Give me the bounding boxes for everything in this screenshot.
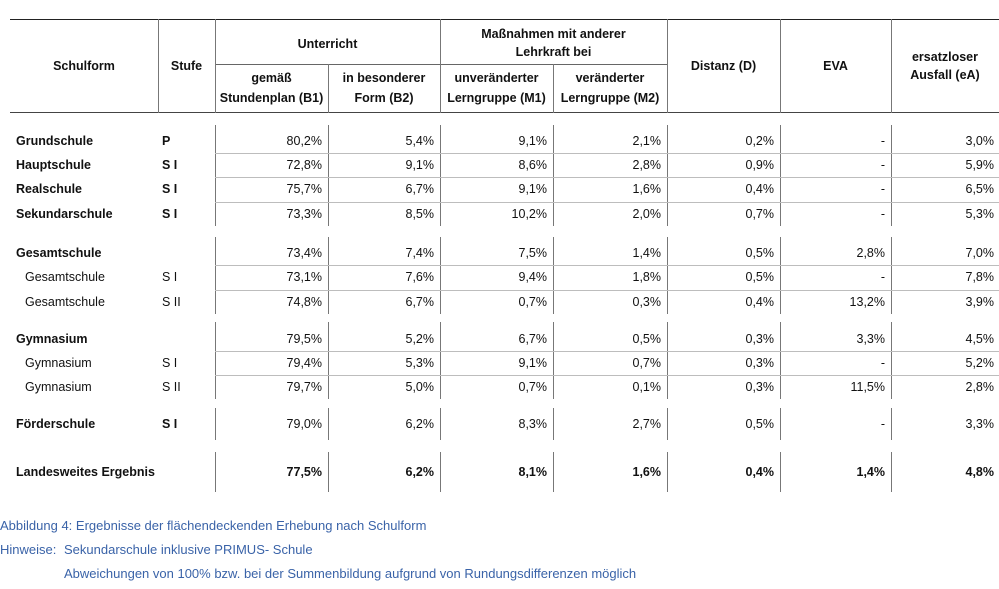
row-value: 4,5% <box>965 332 994 346</box>
row-stufe: S I <box>162 270 178 284</box>
header-m1-line2: Lerngruppe (M1) <box>447 91 546 105</box>
row-value: 1,8% <box>632 270 661 284</box>
header-eva: EVA <box>823 59 848 73</box>
row-value: 3,3% <box>856 332 885 346</box>
row-divider <box>215 265 999 266</box>
row-schulform: Gymnasium <box>16 332 88 346</box>
row-value: 5,0% <box>405 380 434 394</box>
row-value: 0,5% <box>632 332 661 346</box>
row-value: 79,0% <box>286 417 322 431</box>
row-value: - <box>880 158 885 172</box>
row-stufe: P <box>162 134 171 148</box>
row-value: 0,4% <box>745 465 774 479</box>
row-value: 0,5% <box>745 270 774 284</box>
row-value: 7,5% <box>518 246 547 260</box>
header-m1-line1: unveränderter <box>454 71 539 85</box>
row-schulform: Landesweites Ergebnis <box>16 465 155 479</box>
row-value: 2,1% <box>632 134 661 148</box>
row-value: 0,7% <box>745 207 774 221</box>
row-value: 72,8% <box>286 158 322 172</box>
row-value: 7,6% <box>405 270 434 284</box>
row-value: 0,9% <box>745 158 774 172</box>
row-schulform: Realschule <box>16 182 83 196</box>
header-b1-line2: Stundenplan (B1) <box>219 91 324 105</box>
row-stufe: S I <box>162 207 178 221</box>
row-schulform: Gesamtschule <box>16 246 102 260</box>
header-b1-line1: gemäß <box>251 71 292 85</box>
row-value: 6,2% <box>405 417 434 431</box>
row-value: 1,4% <box>632 246 661 260</box>
row-value: 1,6% <box>632 465 661 479</box>
row-value: 3,9% <box>965 295 994 309</box>
header-ea-line2: Ausfall (eA) <box>910 68 980 82</box>
row-value: 74,8% <box>286 295 322 309</box>
row-schulform: Förderschule <box>16 417 96 431</box>
row-value: 5,3% <box>965 207 994 221</box>
row-value: - <box>880 182 885 196</box>
row-schulform: Gymnasium <box>25 356 92 370</box>
row-schulform: Gesamtschule <box>25 295 105 309</box>
header-ea-line1: ersatzloser <box>911 50 978 64</box>
row-value: 2,8% <box>965 380 994 394</box>
row-value: 79,4% <box>286 356 322 370</box>
row-value: 0,5% <box>745 417 774 431</box>
row-value: 0,4% <box>745 295 774 309</box>
row-value: 0,7% <box>518 295 547 309</box>
row-value: - <box>880 207 885 221</box>
hint-label: Hinweise: <box>0 542 57 557</box>
row-value: 6,2% <box>405 465 434 479</box>
row-value: 8,6% <box>518 158 547 172</box>
row-schulform: Gesamtschule <box>25 270 105 284</box>
row-stufe: S I <box>162 182 178 196</box>
row-value: 75,7% <box>286 182 322 196</box>
row-value: 5,3% <box>405 356 434 370</box>
row-value: 0,4% <box>745 182 774 196</box>
row-value: 0,7% <box>632 356 661 370</box>
row-value: 3,0% <box>965 134 994 148</box>
row-divider <box>215 202 999 203</box>
row-value: 8,5% <box>405 207 434 221</box>
figure-caption: Abbildung 4: Ergebnisse der flächendeckenden Erhebung nach Schulform <box>0 518 427 533</box>
row-value: 73,1% <box>286 270 322 284</box>
row-value: 5,4% <box>405 134 434 148</box>
row-value: 8,3% <box>518 417 547 431</box>
row-value: 3,3% <box>965 417 994 431</box>
row-value: - <box>880 356 885 370</box>
row-value: 9,4% <box>518 270 547 284</box>
header-massnahmen-line1: Maßnahmen mit anderer <box>481 27 626 41</box>
row-schulform: Hauptschule <box>16 158 92 172</box>
row-value: - <box>880 134 885 148</box>
row-stufe: S II <box>162 380 181 394</box>
row-value: 10,2% <box>511 207 547 221</box>
row-value: 4,8% <box>965 465 994 479</box>
row-stufe: S I <box>162 417 178 431</box>
header-schulform: Schulform <box>53 59 115 73</box>
row-value: 73,3% <box>286 207 322 221</box>
row-schulform: Gymnasium <box>25 380 92 394</box>
row-value: 0,3% <box>745 332 774 346</box>
row-value: 9,1% <box>518 134 547 148</box>
row-value: 0,5% <box>745 246 774 260</box>
row-value: 6,7% <box>518 332 547 346</box>
row-value: 6,7% <box>405 182 434 196</box>
row-value: 5,2% <box>965 356 994 370</box>
header-m2-line2: Lerngruppe (M2) <box>560 91 660 105</box>
header-unterricht: Unterricht <box>297 37 358 51</box>
row-value: 0,3% <box>745 356 774 370</box>
header-m2-line1: veränderter <box>575 71 645 85</box>
row-divider <box>215 290 999 291</box>
row-value: 1,4% <box>856 465 885 479</box>
row-stufe: S I <box>162 356 178 370</box>
row-value: 2,0% <box>632 207 661 221</box>
header-stufe: Stufe <box>170 59 203 73</box>
row-value: - <box>880 270 885 284</box>
row-value: 5,9% <box>965 158 994 172</box>
row-value: 7,8% <box>965 270 994 284</box>
row-value: 7,4% <box>405 246 434 260</box>
row-value: 6,5% <box>965 182 994 196</box>
row-stufe: S II <box>162 295 181 309</box>
row-value: 8,1% <box>518 465 547 479</box>
row-value: 0,3% <box>745 380 774 394</box>
row-value: 5,2% <box>405 332 434 346</box>
row-value: 2,7% <box>632 417 661 431</box>
hint-1: Sekundarschule inklusive PRIMUS- Schule <box>64 542 313 557</box>
row-value: 79,5% <box>286 332 322 346</box>
row-value: 79,7% <box>286 380 322 394</box>
row-value: 11,5% <box>850 380 885 394</box>
row-value: 0,1% <box>632 380 661 394</box>
row-schulform: Sekundarschule <box>16 207 113 221</box>
row-value: 13,2% <box>849 295 885 309</box>
row-value: 73,4% <box>286 246 322 260</box>
row-divider <box>215 375 999 376</box>
row-value: 77,5% <box>286 465 322 479</box>
row-value: 80,2% <box>286 134 322 148</box>
row-value: 6,7% <box>405 295 434 309</box>
row-value: 7,0% <box>965 246 994 260</box>
row-value: 0,2% <box>745 134 774 148</box>
row-value: 9,1% <box>518 356 547 370</box>
row-divider <box>215 153 999 154</box>
header-massnahmen-line2: Lehrkraft bei <box>515 45 592 59</box>
row-value: 9,1% <box>405 158 434 172</box>
hint-2: Abweichungen von 100% bzw. bei der Summenbildung aufgrund von Rundungsdifferenzen möglich <box>64 566 637 581</box>
header-b2-line2: Form (B2) <box>354 91 414 105</box>
row-divider <box>215 351 999 352</box>
row-stufe: S I <box>162 158 178 172</box>
row-value: 0,7% <box>518 380 547 394</box>
row-value: 0,3% <box>632 295 661 309</box>
row-value: 1,6% <box>632 182 661 196</box>
row-value: 2,8% <box>632 158 661 172</box>
row-value: - <box>880 417 885 431</box>
row-schulform: Grundschule <box>16 134 94 148</box>
row-value: 2,8% <box>856 246 885 260</box>
row-value: 9,1% <box>518 182 547 196</box>
header-b2-line1: in besonderer <box>342 71 426 85</box>
header-distanz: Distanz (D) <box>690 59 757 73</box>
row-divider <box>215 177 999 178</box>
